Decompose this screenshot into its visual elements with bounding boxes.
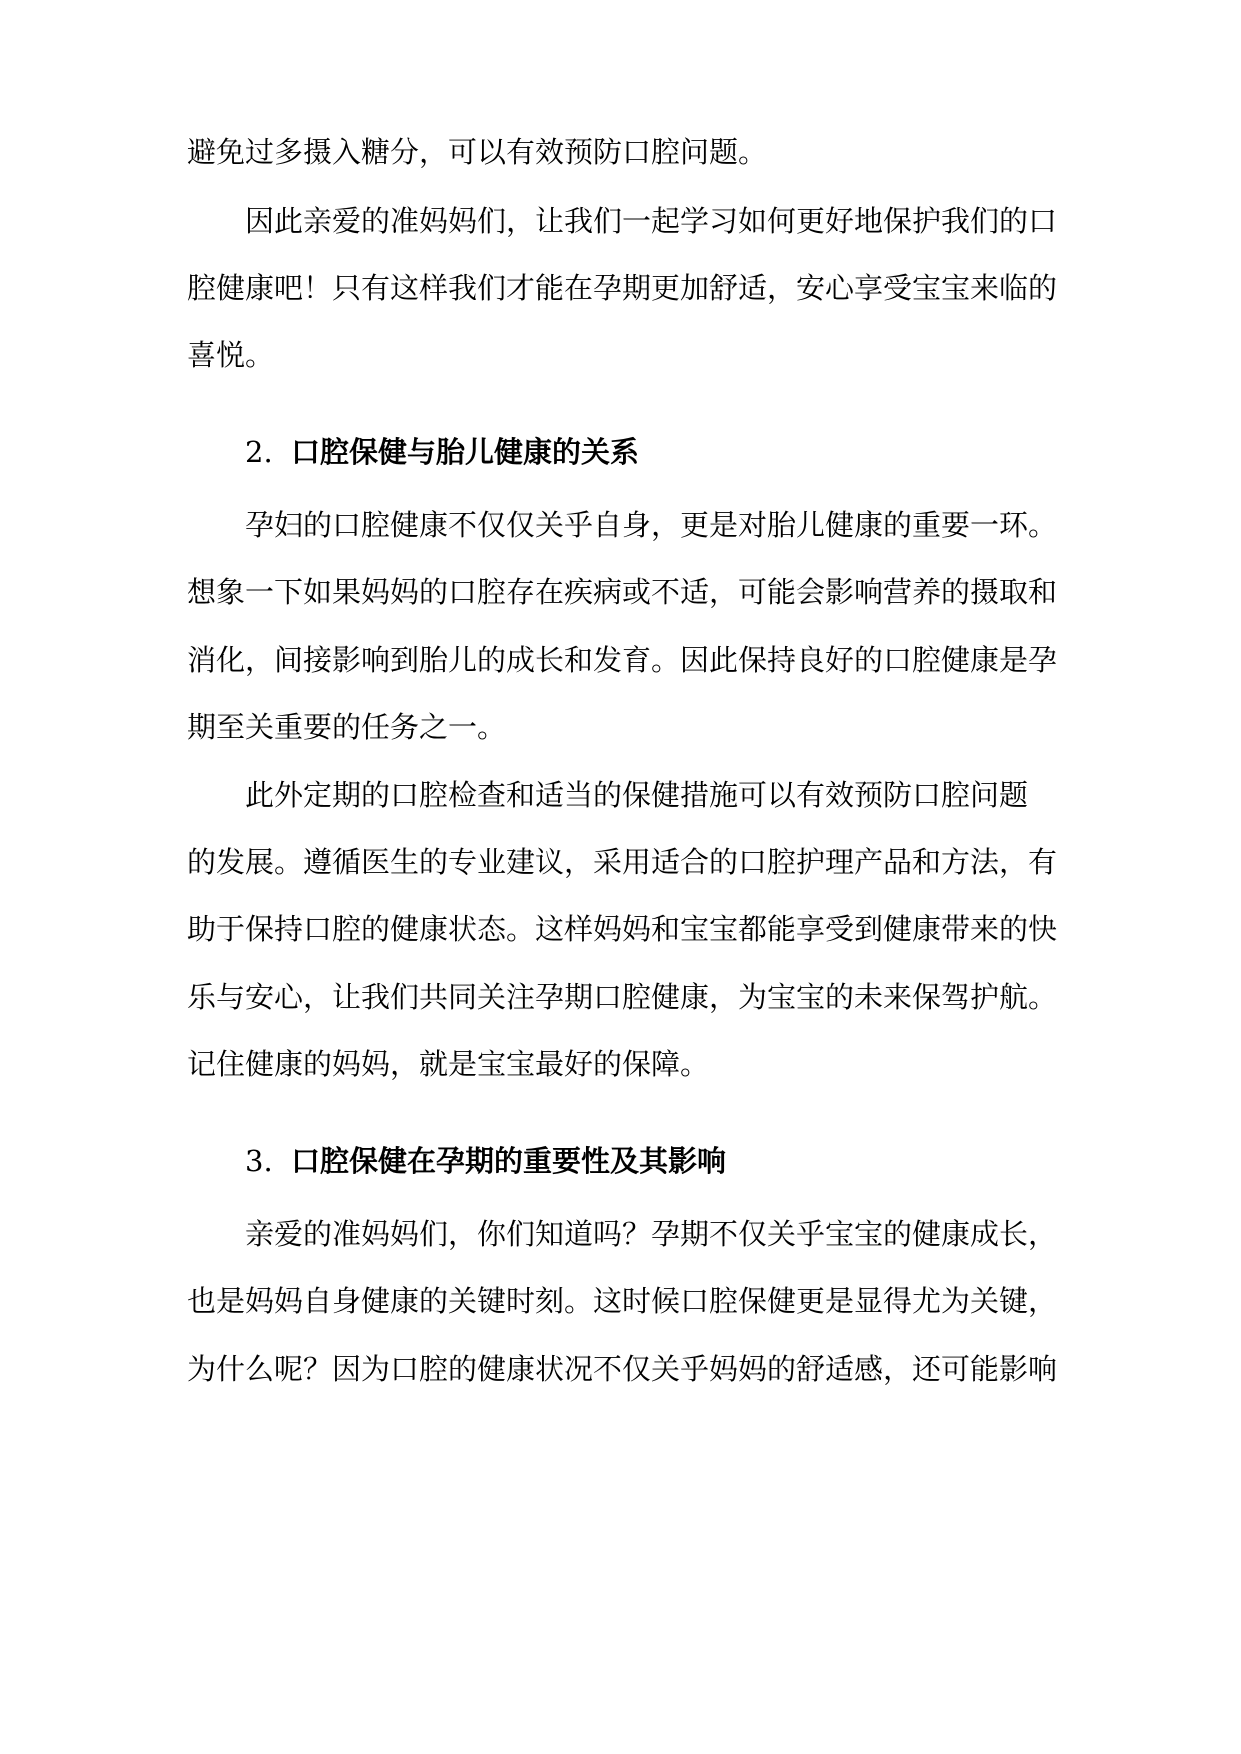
paragraph-line: 消化，间接影响到胎儿的成长和发育。因此保持良好的口腔健康是孕 xyxy=(187,643,1058,677)
paragraph-line: 的发展。遵循医生的专业建议，采用适合的口腔护理产品和方法，有 xyxy=(187,845,1058,879)
paragraph-line: 助于保持口腔的健康状态。这样妈妈和宝宝都能享受到健康带来的快 xyxy=(187,912,1058,946)
section-title: 口腔保健与胎儿健康的关系 xyxy=(291,435,640,469)
paragraph-line: 乐与安心，让我们共同关注孕期口腔健康，为宝宝的未来保驾护航。 xyxy=(187,980,1058,1014)
section-number: 3. xyxy=(245,1144,273,1178)
section-heading xyxy=(245,1141,726,1181)
paragraph-line: 记住健康的妈妈，就是宝宝最好的保障。 xyxy=(187,1047,710,1081)
section-number: 2. xyxy=(245,435,273,469)
paragraph-line: 想象一下如果妈妈的口腔存在疾病或不适，可能会影响营养的摄取和 xyxy=(187,575,1058,609)
paragraph-line: 亲爱的准妈妈们，你们知道吗？孕期不仅关乎宝宝的健康成长， xyxy=(245,1217,1058,1251)
paragraph-line: 腔健康吧！只有这样我们才能在孕期更加舒适，安心享受宝宝来临的 xyxy=(187,271,1058,305)
paragraph-line: 为什么呢？因为口腔的健康状况不仅关乎妈妈的舒适感，还可能影响 xyxy=(187,1352,1058,1386)
paragraph-line: 此外定期的口腔检查和适当的保健措施可以有效预防口腔问题 xyxy=(245,778,1029,812)
paragraph-line: 期至关重要的任务之一。 xyxy=(187,710,507,744)
paragraph-line: 因此亲爱的准妈妈们，让我们一起学习如何更好地保护我们的口 xyxy=(245,204,1058,238)
paragraph-line: 喜悦。 xyxy=(187,338,275,372)
paragraph-line: 孕妇的口腔健康不仅仅关乎自身，更是对胎儿健康的重要一环。 xyxy=(245,508,1058,542)
section-title: 口腔保健在孕期的重要性及其影响 xyxy=(291,1144,727,1178)
paragraph-line: 避免过多摄入糖分，可以有效预防口腔问题。 xyxy=(187,135,768,169)
paragraph-line: 也是妈妈自身健康的关键时刻。这时候口腔保健更是显得尤为关键， xyxy=(187,1284,1058,1318)
section-heading xyxy=(245,432,639,472)
